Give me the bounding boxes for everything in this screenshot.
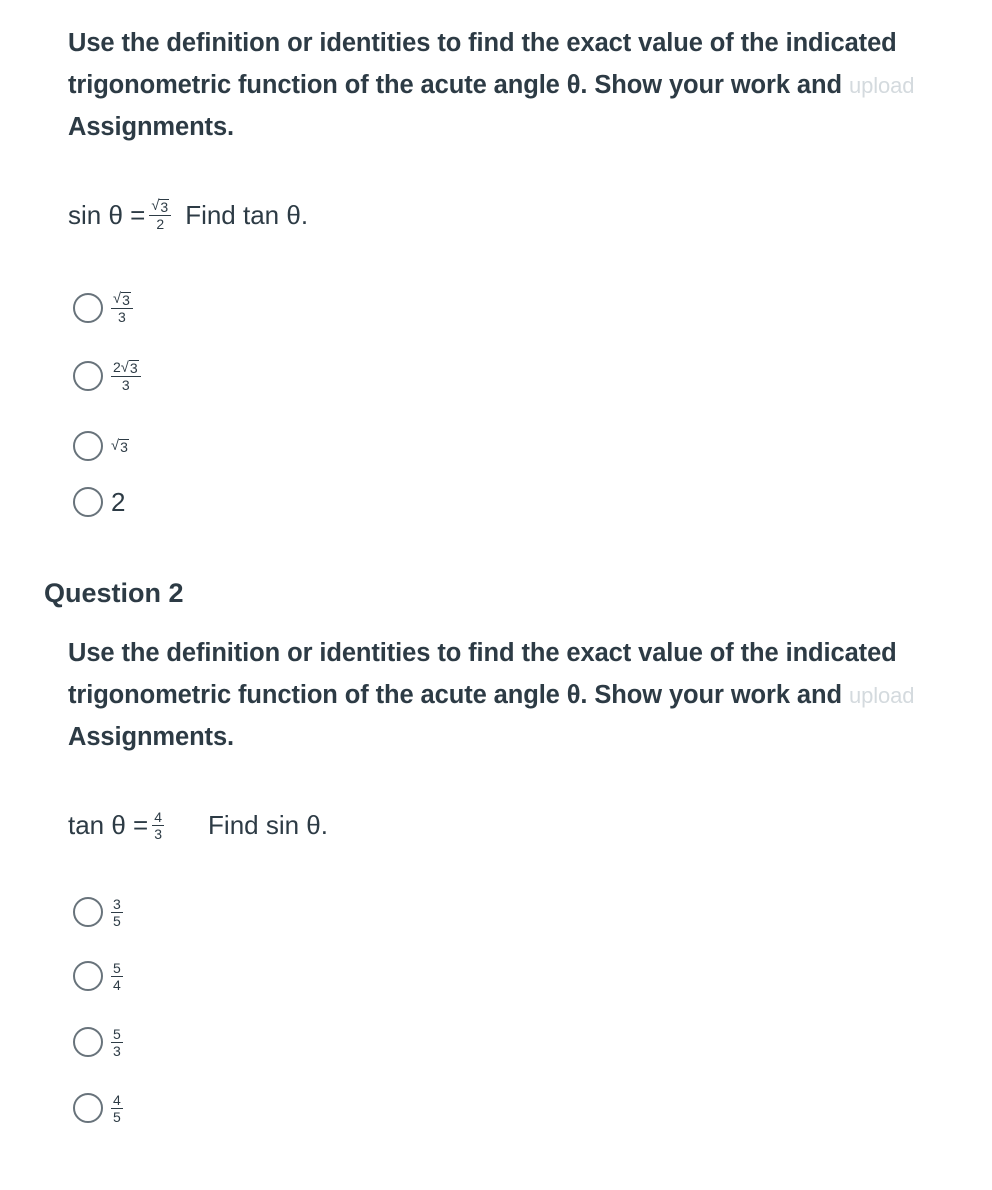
- prompt-faded-text: upload: [848, 73, 915, 98]
- fraction-denominator: 3: [113, 1042, 121, 1059]
- radicand: 3: [120, 438, 128, 455]
- radio-button[interactable]: [73, 293, 103, 323]
- prompt-line-text: trigonometric function of the acute angle θ. Show your work and: [68, 71, 842, 99]
- answer-option[interactable]: [73, 356, 141, 396]
- given-find-text: Find tan θ.: [185, 199, 309, 230]
- option-value: 2: [111, 486, 126, 517]
- prompt-line: Assignments.: [68, 113, 235, 141]
- answer-option[interactable]: [73, 426, 129, 466]
- fraction-denominator: 3: [118, 309, 126, 325]
- given-find-text: Find sin θ.: [208, 809, 328, 840]
- question-2-prompt: [68, 632, 992, 758]
- option-fraction: [111, 292, 133, 324]
- option-fraction: [111, 961, 123, 992]
- fraction-numerator: 3: [113, 895, 121, 912]
- fraction-denominator: 2: [156, 216, 165, 232]
- fraction-denominator: 5: [113, 1108, 121, 1125]
- radicand: 3: [160, 199, 169, 215]
- fraction-numerator: 5: [113, 1025, 121, 1042]
- fraction-denominator: 3: [121, 377, 130, 394]
- radical-sign: √: [120, 359, 129, 376]
- question-1-prompt: [68, 22, 992, 148]
- prompt-faded-text: upload: [848, 683, 915, 708]
- radio-button[interactable]: [73, 1027, 103, 1057]
- answer-option[interactable]: [73, 892, 123, 932]
- fraction-numerator: [111, 292, 133, 309]
- fraction-numerator: 5: [113, 959, 121, 976]
- radical-sign: √: [151, 198, 160, 215]
- given-lhs: sin θ =: [68, 199, 146, 230]
- question-1-given: [68, 190, 308, 240]
- answer-option[interactable]: [73, 956, 123, 996]
- fraction-numerator: [111, 360, 141, 378]
- radio-button[interactable]: [73, 897, 103, 927]
- radio-button[interactable]: [73, 431, 103, 461]
- radio-button[interactable]: [73, 487, 103, 517]
- option-fraction: [111, 897, 123, 928]
- option-fraction: [111, 360, 141, 393]
- given-fraction: [149, 199, 171, 231]
- coefficient: 2: [113, 358, 121, 375]
- radicand: 3: [122, 292, 130, 308]
- given-fraction: [152, 810, 164, 841]
- radical-sign: √: [113, 291, 122, 308]
- sqrt: [121, 360, 139, 375]
- prompt-line: Use the definition or identities to find the exact value of the indicated: [68, 639, 897, 667]
- answer-option[interactable]: [73, 1022, 123, 1062]
- given-lhs: tan θ =: [68, 809, 149, 840]
- fraction-numerator: 4: [113, 1091, 121, 1108]
- prompt-line: [68, 64, 992, 106]
- fraction-denominator: 4: [113, 976, 121, 993]
- option-fraction: [111, 1093, 123, 1124]
- answer-option[interactable]: [73, 1088, 123, 1128]
- question-2-title: Question 2: [44, 578, 184, 608]
- prompt-line-text: trigonometric function of the acute angle θ. Show your work and: [68, 681, 842, 709]
- radio-button[interactable]: [73, 961, 103, 991]
- fraction-numerator: 4: [154, 808, 163, 825]
- fraction-denominator: 5: [113, 912, 121, 929]
- radicand: 3: [129, 360, 138, 377]
- prompt-line: Use the definition or identities to find the exact value of the indicated: [68, 29, 897, 57]
- answer-option[interactable]: [73, 288, 133, 328]
- answer-option[interactable]: [73, 482, 125, 522]
- radical-sign: √: [111, 437, 120, 454]
- option-fraction: [111, 1027, 123, 1058]
- prompt-line: [68, 674, 992, 716]
- radio-button[interactable]: [73, 361, 103, 391]
- question-2-given: [68, 800, 328, 850]
- prompt-line: Assignments.: [68, 723, 235, 751]
- fraction-denominator: 3: [154, 825, 163, 842]
- radio-button[interactable]: [73, 1093, 103, 1123]
- option-sqrt: [111, 439, 129, 454]
- fraction-numerator: [149, 199, 171, 216]
